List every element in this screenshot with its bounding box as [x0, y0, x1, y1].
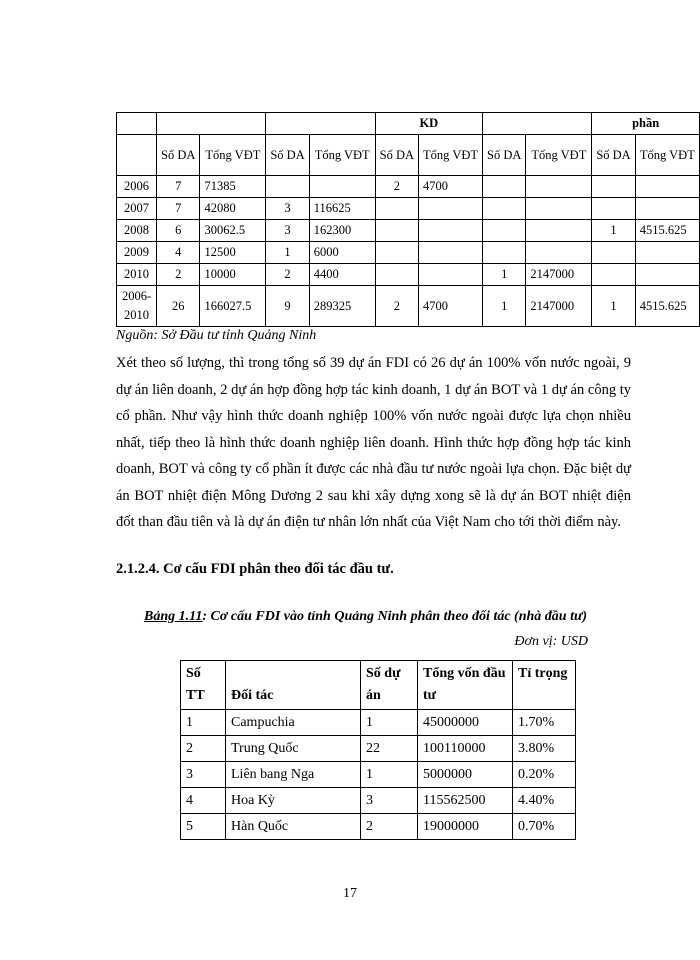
- table-cell: [592, 242, 635, 264]
- table-cell: 4515.625: [635, 286, 699, 327]
- table-cell: 4700: [419, 286, 483, 327]
- year-cell: 2006: [117, 176, 157, 198]
- year-cell: 2009: [117, 242, 157, 264]
- table-cell: 12500: [200, 242, 266, 264]
- table-row: [117, 176, 700, 198]
- table-cell: 2: [375, 286, 418, 327]
- table-cell: [526, 220, 592, 242]
- table-cell: [483, 176, 526, 198]
- table-cell: [483, 242, 526, 264]
- table-cell: 2: [181, 736, 226, 762]
- table-cell: 1: [361, 710, 418, 736]
- table-cell: 4515.625: [635, 220, 699, 242]
- table-cell: 162300: [309, 220, 375, 242]
- year-cell: 2008: [117, 220, 157, 242]
- sub-header: Số DA: [266, 135, 309, 176]
- caption-text: : Cơ cấu FDI vào tỉnh Quảng Ninh phân theo đối tác (nhà đầu tư): [202, 609, 588, 624]
- sub-header: Tổng VĐT: [200, 135, 266, 176]
- table-cell: [592, 176, 635, 198]
- table-cell: 1: [483, 286, 526, 327]
- table-cell: 100110000: [418, 736, 513, 762]
- table-body: [117, 176, 700, 327]
- table-cell: Liên bang Nga: [226, 762, 361, 788]
- table-row: [181, 736, 576, 762]
- table-body: [181, 710, 576, 840]
- table-cell: 1: [361, 762, 418, 788]
- table-cell: 5000000: [418, 762, 513, 788]
- table-cell: [419, 198, 483, 220]
- table-cell: 1: [266, 242, 309, 264]
- sub-header: Số DA: [375, 135, 418, 176]
- table-cell: 4400: [309, 264, 375, 286]
- table-cell: [635, 242, 699, 264]
- table-cell: 116625: [309, 198, 375, 220]
- table-cell: [419, 220, 483, 242]
- table-cell: 9: [266, 286, 309, 327]
- table-row: [181, 710, 576, 736]
- header-cell: Tỉ trọng: [513, 661, 576, 710]
- sub-header: Số DA: [592, 135, 635, 176]
- header-cell: Đối tác: [226, 661, 361, 710]
- table-cell: [635, 176, 699, 198]
- section-heading: 2.1.2.4. Cơ cấu FDI phân theo đối tác đầu tư.: [116, 561, 394, 577]
- sub-header: Tổng VĐT: [309, 135, 375, 176]
- table-row: [117, 220, 700, 242]
- table-cell: [483, 220, 526, 242]
- header-cell: Số TT: [181, 661, 226, 710]
- table-cell: [592, 198, 635, 220]
- table-cell: 2147000: [526, 286, 592, 327]
- table-cell: 1: [592, 286, 635, 327]
- table-cell: 115562500: [418, 788, 513, 814]
- table-cell: 0.70%: [513, 814, 576, 840]
- table-header-row: [181, 661, 576, 710]
- table-cell: 45000000: [418, 710, 513, 736]
- table-row: [181, 788, 576, 814]
- table-cell: 3: [361, 788, 418, 814]
- table-cell: 4: [181, 788, 226, 814]
- caption-label: Bảng 1.11: [144, 609, 203, 624]
- year-cell: 2006-2010: [117, 286, 157, 327]
- table-cell: Hoa Kỳ: [226, 788, 361, 814]
- table-cell: 1: [181, 710, 226, 736]
- year-cell: 2007: [117, 198, 157, 220]
- table-cell: 3: [266, 198, 309, 220]
- table-cell: 7: [157, 176, 200, 198]
- year-subheader-cell: [117, 135, 157, 176]
- table-group-header-row: [117, 113, 700, 135]
- fdi-by-partner-table: [180, 660, 576, 840]
- sub-header: Tổng VĐT: [635, 135, 699, 176]
- table-cell: 6: [157, 220, 200, 242]
- table-cell: 2: [266, 264, 309, 286]
- table-row: [117, 198, 700, 220]
- table-cell: 2: [375, 176, 418, 198]
- table-cell: 0.20%: [513, 762, 576, 788]
- sub-header: Tổng VĐT: [419, 135, 483, 176]
- table-cell: Hàn Quốc: [226, 814, 361, 840]
- table-cell: 289325: [309, 286, 375, 327]
- table-cell: 71385: [200, 176, 266, 198]
- table-row: [117, 286, 700, 327]
- sub-header: Số DA: [157, 135, 200, 176]
- table-cell: Campuchia: [226, 710, 361, 736]
- table-cell: 3: [181, 762, 226, 788]
- body-paragraph: Xét theo số lượng, thì trong tổng số 39 dự án FDI có 26 dự án 100% vốn nước ngoài, 9 dự án liên doanh, 2 dự án hợp đồng hợp tác kinh doanh, 1 dự án BOT và 1 dự án công ty cổ phần. Như vậy hình thức doanh nghiệp 100% vốn nước ngoài được lựa chọn nhiều nhất, tiếp theo là hình thức doanh nghiệp liên doanh. Hình thức hợp đồng hợp tác kinh doanh, BOT và công ty cổ phần ít được các nhà đầu tư nước ngoài lựa chọn. Đặc biệt dự án BOT nhiệt điện Mông Dương 2 sau khi xây dựng xong sẽ là dự án BOT nhiệt điện đốt than đầu tiên và là dự án điện tư nhân lớn nhất của Việt Nam cho tới thời điểm này.: [116, 355, 631, 530]
- table-cell: 3: [266, 220, 309, 242]
- table-cell: 30062.5: [200, 220, 266, 242]
- group-header: [483, 113, 592, 135]
- sub-header: Số DA: [483, 135, 526, 176]
- table-cell: Trung Quốc: [226, 736, 361, 762]
- table-row: [181, 814, 576, 840]
- table-cell: 4.40%: [513, 788, 576, 814]
- table-cell: 10000: [200, 264, 266, 286]
- table-cell: [375, 242, 418, 264]
- table-cell: 42080: [200, 198, 266, 220]
- table-sub-header-row: [117, 135, 700, 176]
- table-cell: 2147000: [526, 264, 592, 286]
- table-cell: [266, 176, 309, 198]
- table-cell: 22: [361, 736, 418, 762]
- table-cell: 7: [157, 198, 200, 220]
- table-cell: 1: [592, 220, 635, 242]
- table-cell: 1.70%: [513, 710, 576, 736]
- table-cell: [635, 264, 699, 286]
- table-cell: 6000: [309, 242, 375, 264]
- table-cell: [526, 242, 592, 264]
- table-caption: [144, 609, 644, 625]
- table-cell: 5: [181, 814, 226, 840]
- table-cell: 4: [157, 242, 200, 264]
- header-cell: Tổng vốn đầu tư: [418, 661, 513, 710]
- table-cell: [309, 176, 375, 198]
- table-cell: 2: [361, 814, 418, 840]
- table-cell: 19000000: [418, 814, 513, 840]
- sub-header: Tổng VĐT: [526, 135, 592, 176]
- table-cell: 166027.5: [200, 286, 266, 327]
- table-cell: [592, 264, 635, 286]
- year-header-cell: [117, 113, 157, 135]
- table-cell: 26: [157, 286, 200, 327]
- table-row: [181, 762, 576, 788]
- unit-note: Đơn vị: USD: [514, 634, 588, 649]
- group-header: KD: [375, 113, 482, 135]
- source-note: Nguồn: Sở Đầu tư tỉnh Quảng Ninh: [116, 328, 317, 343]
- group-header: phần: [592, 113, 700, 135]
- table-cell: [419, 264, 483, 286]
- table-row: [117, 242, 700, 264]
- table-cell: [375, 198, 418, 220]
- page-number: 17: [343, 886, 357, 901]
- table-cell: [483, 198, 526, 220]
- table-cell: 1: [483, 264, 526, 286]
- table-cell: 3.80%: [513, 736, 576, 762]
- group-header: [266, 113, 375, 135]
- table-cell: [526, 176, 592, 198]
- table-cell: [635, 198, 699, 220]
- table-cell: [375, 264, 418, 286]
- table-cell: 2: [157, 264, 200, 286]
- year-cell: 2010: [117, 264, 157, 286]
- fdi-by-form-table: [116, 112, 700, 327]
- table-cell: [526, 198, 592, 220]
- table-cell: [375, 220, 418, 242]
- table-cell: 4700: [419, 176, 483, 198]
- table-cell: [419, 242, 483, 264]
- table-row: [117, 264, 700, 286]
- header-cell: Số dự án: [361, 661, 418, 710]
- group-header: [157, 113, 266, 135]
